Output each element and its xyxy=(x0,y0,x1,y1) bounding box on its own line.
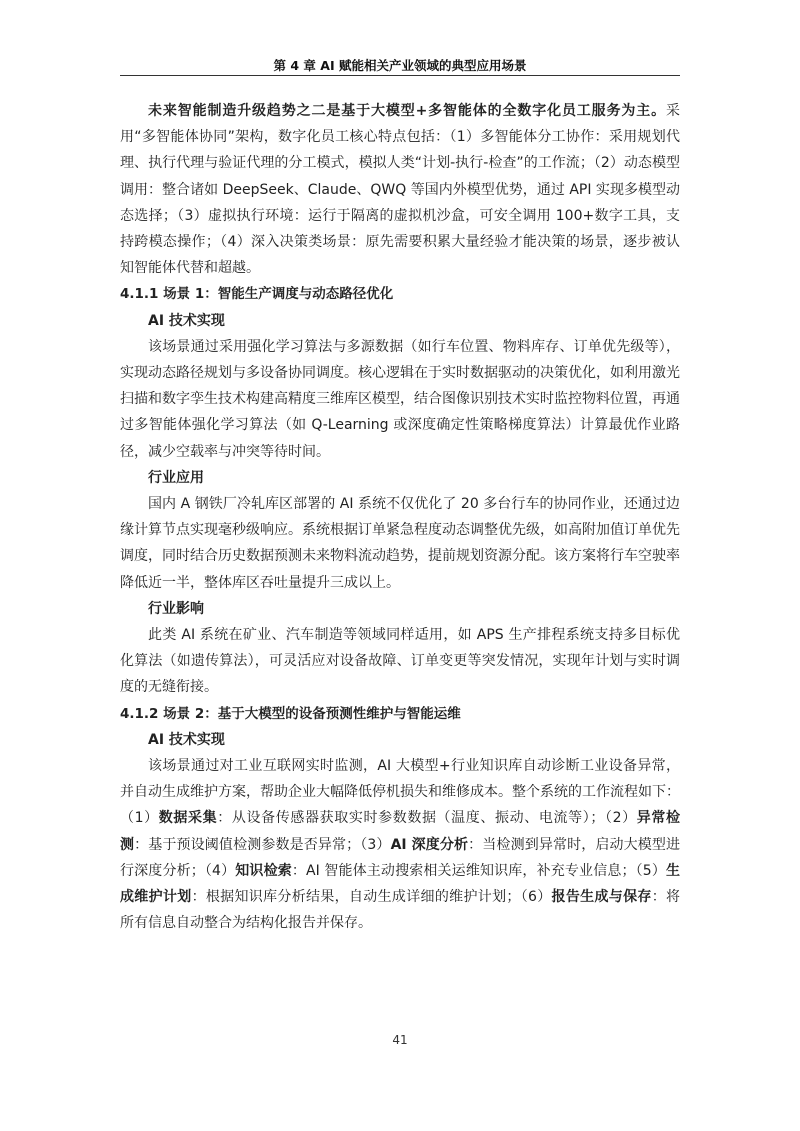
intro-text: 采用“多智能体协同”架构，数字化员工核心特点包括：（1）多智能体分工协作：采用规划代理、执行代理与验证代理的分工模式，模拟人类“计划-执行-检查”的工作流；（2）动态模型调用：整合诸如 DeepSeek、Claude、QWQ 等国内外模型优势，通过 API 实现多模型动态选择；（3）虚拟执行环境：运行于隔离的虚拟机沙盒，可安全调用 100+数字工具，支持跨模态操作；（4）深入决策类场景：原先需要积累大量经验才能决策的场景，逐步被认知智能体代替和超越。 xyxy=(120,103,680,277)
header-divider xyxy=(120,75,680,76)
paragraph-ai-tech: 该场景通过采用强化学习算法与多源数据（如行车位置、物料库存、订单优先级等），实现动态路径规划与多设备协同调度。核心逻辑在于实时数据驱动的决策优化，如利用激光扫描和数字孪生技术构建高精度三维库区模型，结合图像识别技术实时监控物料位置，再通过多智能体强化学习算法（如 Q-Learning 或深度确定性策略梯度算法）计算最优作业路径，减少空载率与冲突等待时间。 xyxy=(120,338,680,460)
step-maintenance-plan-desc: ：根据知识库分析结果，自动生成详细的维护计划；（6） xyxy=(191,889,552,906)
step-data-collection: 数据采集 xyxy=(158,810,218,827)
workflow-intro: 该场景通过对工业互联网实时监测，AI 大模型+行业知识库自动诊断工业设备异常，并自动生成维护方案，帮助企业大幅降低停机损失和维修成本。整个系统的工作流程如下：（1） xyxy=(120,758,680,827)
section-heading-4-1-1: 4.1.1 场景 1：智能生产调度与动态路径优化 xyxy=(120,286,394,303)
step-report-generation-desc: ：将所有信息自动整合为结构化报告并保存。 xyxy=(120,889,681,932)
section-heading-4-1-2: 4.1.2 场景 2：基于大模型的设备预测性维护与智能运维 xyxy=(120,705,461,722)
subheading-ai-tech: AI 技术实现 xyxy=(148,312,225,329)
step-maintenance-plan: 生成维护计划 xyxy=(120,862,680,906)
step-ai-analysis: AI 深度分析 xyxy=(390,836,469,853)
intro-bold-lead: 未来智能制造升级趋势之二是基于大模型+多智能体的全数字化员工服务为主。 xyxy=(148,103,666,119)
page-number: 41 xyxy=(392,1033,408,1047)
step-anomaly-detection-desc: ：基于预设阈值检测参数是否异常；（3） xyxy=(134,836,391,853)
intro-paragraph xyxy=(120,98,680,281)
page-body xyxy=(120,98,680,937)
subheading-ai-tech-2: AI 技术实现 xyxy=(148,731,225,748)
step-anomaly-detection: 异常检测 xyxy=(120,810,681,853)
subheading-industry-application: 行业应用 xyxy=(148,469,204,486)
step-report-generation: 报告生成与保存 xyxy=(551,889,652,906)
chapter-header: 第 4 章 AI 赋能相关产业领域的典型应用场景 xyxy=(273,58,527,73)
step-knowledge-retrieval-desc: ：AI 智能体主动搜索相关运维知识库，补充专业信息；（5） xyxy=(291,862,666,879)
paragraph-industry-application: 国内 A 钢铁厂冷轧库区部署的 AI 系统不仅优化了 20 多台行车的协同作业，还通过边缘计算节点实现毫秒级响应。系统根据订单紧急程度动态调整优先级，如高附加值订单优先调度，同时结合历史数据预测未来物料流动趋势，提前规划资源分配。该方案将行车空驶率降低近一半，整体库区吞吐量提升三成以上。 xyxy=(120,496,680,591)
step-data-collection-desc: ：从设备传感器获取实时参数数据（温度、振动、电流等）；（2） xyxy=(217,810,637,827)
subheading-industry-impact: 行业影响 xyxy=(148,600,204,617)
paragraph-industry-impact: 此类 AI 系统在矿业、汽车制造等领域同样适用，如 APS 生产排程系统支持多目标优化算法（如遗传算法），可灵活应对设备故障、订单变更等突发情况，实现年计划与实时调度的无缝衔接。 xyxy=(120,627,680,696)
paragraph-workflow xyxy=(120,753,680,936)
step-ai-analysis-desc: ：当检测到异常时，启动大模型进行深度分析；（4） xyxy=(120,836,681,879)
step-knowledge-retrieval: 知识检索 xyxy=(235,862,292,879)
